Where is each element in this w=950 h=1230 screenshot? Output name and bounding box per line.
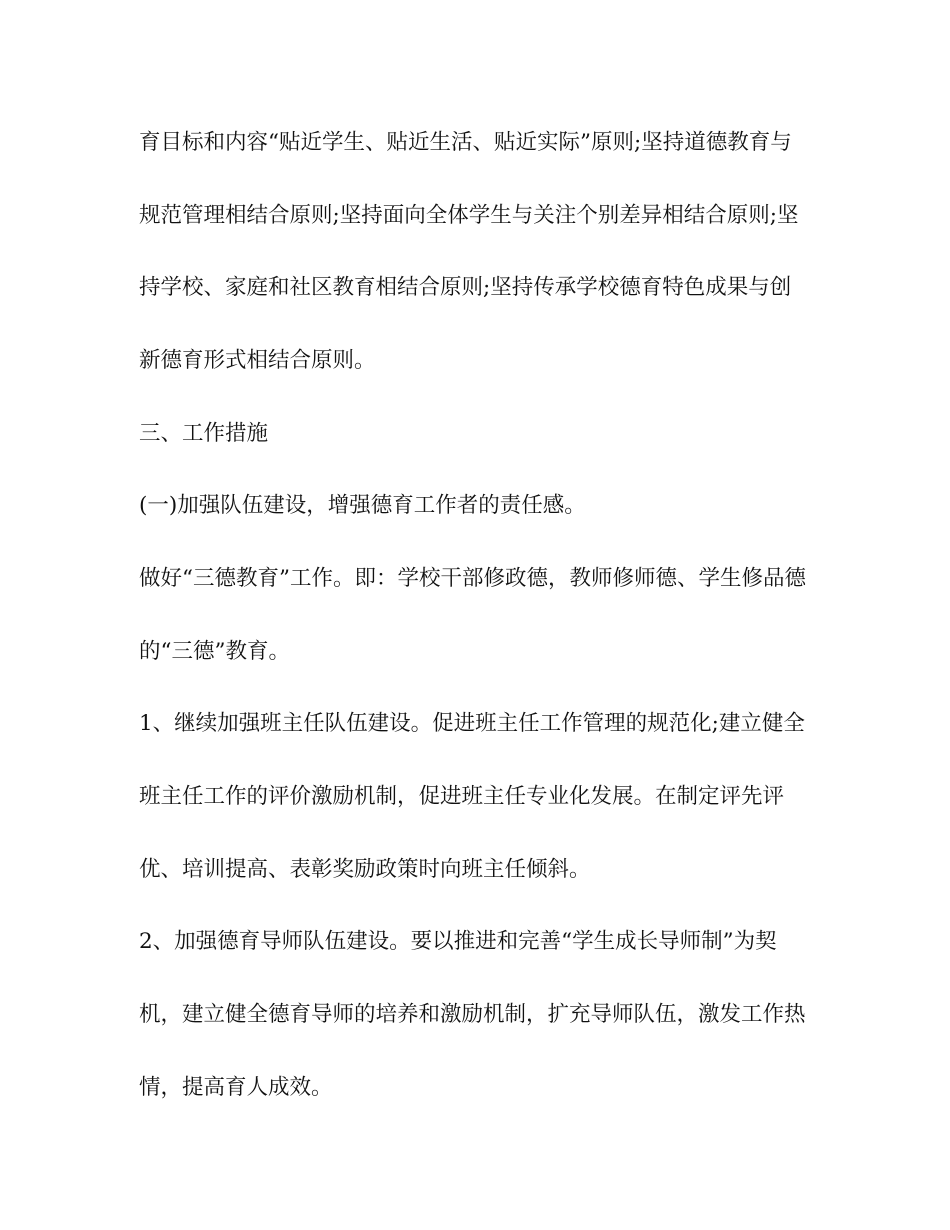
paragraph-line: 优、培训提高、表彰奖励政策时向班主任倾斜。 xyxy=(139,857,591,882)
paragraph-line: 的“三德”教育。 xyxy=(139,639,290,664)
list-item-line: 2、加强德育导师队伍建设。要以推进和完善“学生成长导师制”为契 xyxy=(139,929,777,954)
paragraph-line: 持学校、家庭和社区教育相结合原则;坚持传承学校德育特色成果与创 xyxy=(139,275,792,300)
paragraph-line: 规范管理相结合原则;坚持面向全体学生与关注个别差异相结合原则;坚 xyxy=(139,203,799,228)
subsection-heading: (一)加强队伍建设，增强德育工作者的责任感。 xyxy=(139,493,586,518)
paragraph-line: 情，提高育人成效。 xyxy=(139,1075,333,1100)
paragraph-line: 做好“三德教育”工作。即：学校干部修政德，教师修师德、学生修品德 xyxy=(139,566,806,591)
paragraph-line: 新德育形式相结合原则。 xyxy=(139,348,376,373)
paragraph-line: 机，建立健全德育导师的培养和激励机制，扩充导师队伍，激发工作热 xyxy=(139,1002,806,1027)
list-item-line: 1、继续加强班主任队伍建设。促进班主任工作管理的规范化;建立健全 xyxy=(139,711,805,736)
paragraph-line: 育目标和内容“贴近学生、贴近生活、贴近实际”原则;坚持道德教育与 xyxy=(139,130,792,155)
paragraph-line: 班主任工作的评价激励机制，促进班主任专业化发展。在制定评先评 xyxy=(139,784,785,809)
section-heading: 三、工作措施 xyxy=(139,421,269,446)
